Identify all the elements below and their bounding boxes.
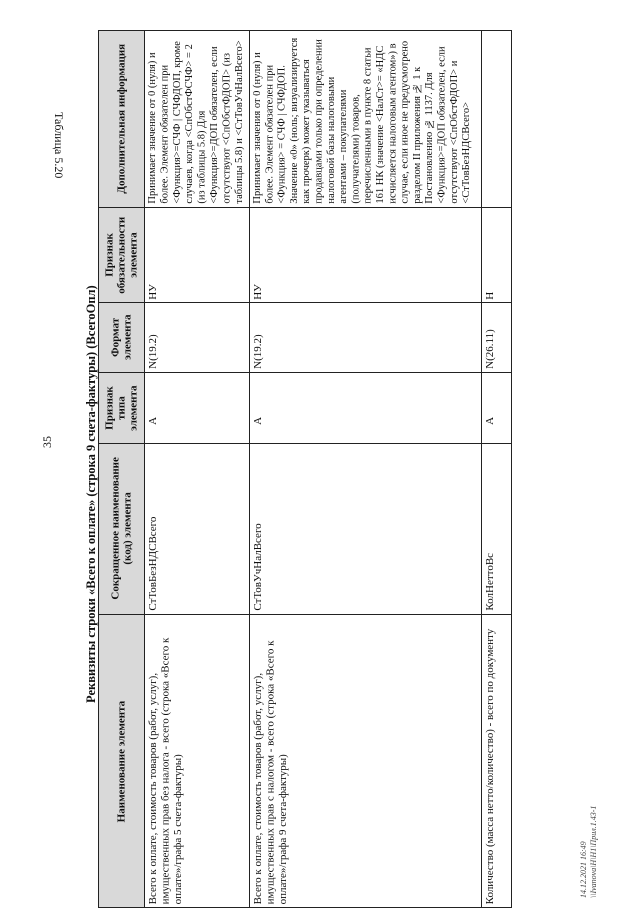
cell-required-flag: НУ [147, 283, 159, 300]
table-row [145, 31, 250, 907]
cell-required-flag: НУ [252, 283, 264, 300]
footer-timestamp: 14.12.2021 16:49 [579, 841, 588, 898]
cell-extra-info: Принимает значения от 0 (нуля) и более. Элемент обязателен при <Функция> = СЧФ | СЧФДОП. Значение «0» (ноль; визуализируется как прочерк) может указываться продавцами только при определении налоговой базы налоговыми агентами – покупателями (получателями) товаров, перечисленными в пункте 8 статьи 161 НК (значение <НалСт>= «НДС исчисляется налоговым агентом») в случае, если иное не предусмотрено разделом II приложения № 1 к Постановлению № 1137. Для <Функция>=ДОП обязателен, если отсутствуют <СпОбстФДОП> и <СтТовБезНДСВсего> [252, 37, 473, 204]
header-format: Формат элемента [109, 315, 134, 361]
header-required-flag: Признак обязательности элемента [103, 216, 140, 294]
cell-type-flag: А [484, 417, 496, 426]
page-number: 35 [40, 436, 54, 448]
table-header-row [99, 31, 145, 907]
table-row [482, 31, 511, 907]
cell-required-flag: Н [484, 291, 496, 300]
cell-short-name: КолНеттоВс [484, 553, 496, 611]
header-type-flag: Признак типа элемента [103, 385, 140, 431]
cell-format: N(19.2) [252, 334, 264, 370]
cell-name: Всего к оплате, стоимость товаров (работ, услуг), имущественных прав с налогом - всего (строка «Всего к оплате»/графа 9 счета-фактуры) [252, 640, 290, 904]
cell-format: N(26.11) [484, 329, 496, 370]
requisites-table [98, 30, 512, 908]
cell-name: Всего к оплате, стоимость товаров (работ, услуг), имущественных прав без налога - всего (строка «Всего к оплате»/графа 5 счета-фактуры) [147, 637, 185, 904]
header-short-name: Сокращенное наименование (код) элемента [109, 457, 134, 601]
cell-format: N(19.2) [147, 334, 159, 370]
table-number: Таблица 5.20 [52, 112, 66, 179]
header-extra-info: Дополнительная информация [115, 43, 128, 194]
footer-path: \\Ivanova\Н\Н1\Прил.1.43-1 [589, 805, 598, 898]
table-row [250, 31, 482, 907]
cell-type-flag: А [147, 417, 159, 426]
cell-name: Количество (масса нетто/количество) - всего по документу [484, 628, 496, 904]
cell-extra-info [482, 31, 486, 207]
header-name: Наименование элемента [115, 700, 128, 822]
cell-short-name: СтТовБезНДСВсего [147, 516, 159, 611]
table-title: Реквизиты строки «Всего к оплате» (строка 9 счета-фактуры) (ВсегоОпл) [84, 285, 98, 703]
cell-type-flag: А [252, 417, 264, 426]
cell-extra-info: Принимает значение от 0 (нуля) и более. Элемент обязателен при <Функция>=СЧФ | СЧФДОП, кроме случаев, когда <СпОбстФСЧФ> = 2 (из таблицы 5.8) Для <Функция>=ДОП обязателен, если отсутствуют <СпОбстФДОП> (из таблицы 5.8) и <СтТовУчНалВсего> [147, 40, 245, 204]
cell-short-name: СтТовУчНалВсего [252, 523, 264, 611]
